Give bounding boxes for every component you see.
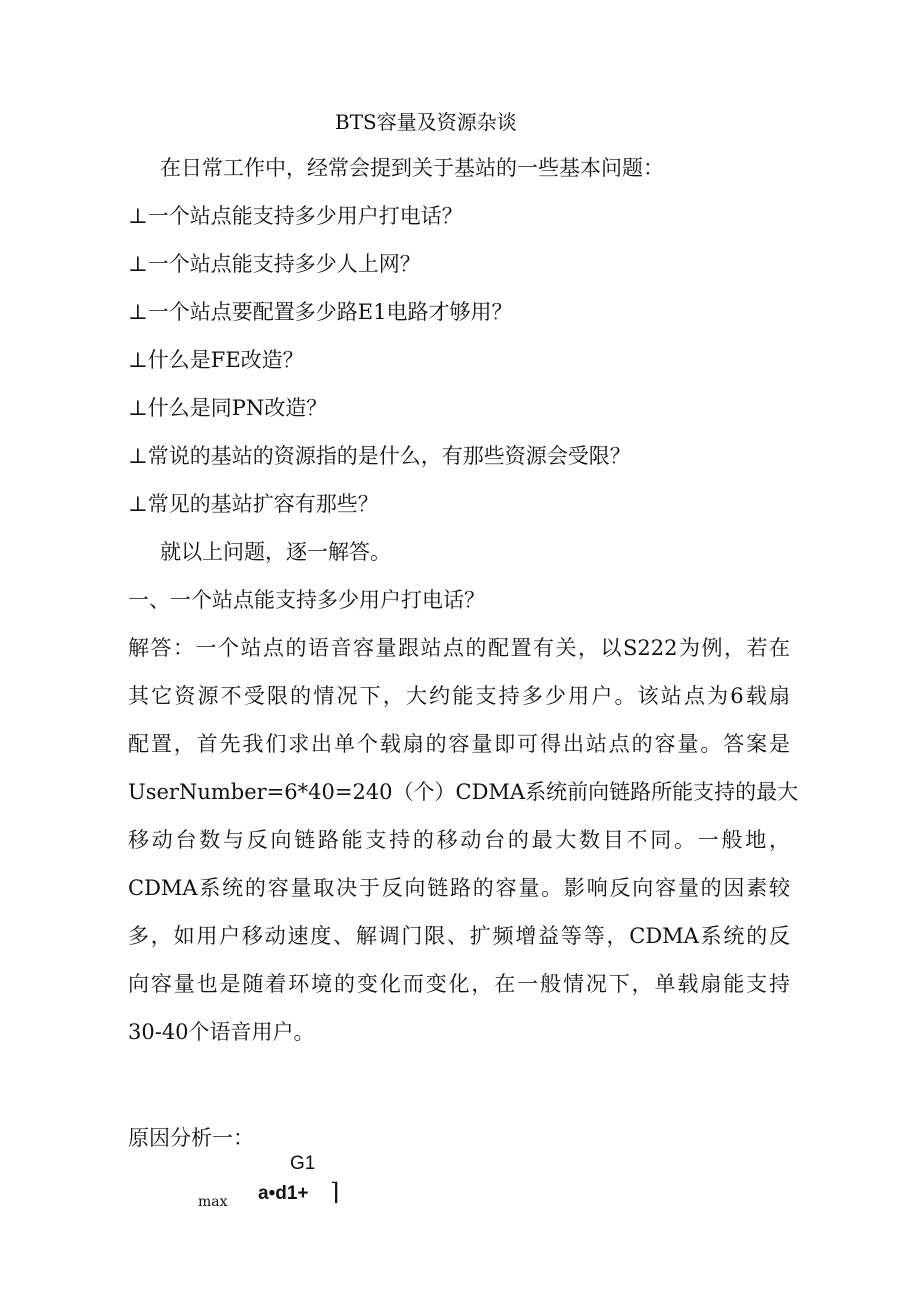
document-title: BTS容量及资源杂谈 [335,110,517,134]
answer-line: 其它资源不受限的情况下，大约能支持多少用户。该站点为6载扇 [128,684,790,708]
question-item: ⊥一个站点能支持多少用户打电话？ [128,204,463,228]
question-item: ⊥常见的基站扩容有那些？ [128,492,379,516]
answer-line: 配置，首先我们求出单个载扇的容量即可得出站点的容量。答案是 [128,732,790,756]
answer-line: 30-40个语音用户。 [128,1020,315,1044]
answer-line: 多，如用户移动速度、解调门限、扩频增益等等，CDMA系统的反 [128,924,790,948]
transition-paragraph: 就以上问题，逐一解答。 [160,540,391,564]
question-item: ⊥什么是同PN改造？ [128,396,328,420]
intro-paragraph: 在日常工作中，经常会提到关于基站的一些基本问题： [160,156,664,180]
question-item: ⊥什么是FE改造？ [128,348,304,372]
answer-line: 向容量也是随着环境的变化而变化，在一般情况下，单载扇能支持 [128,972,790,996]
answer-line: UserNumber=6*40=240（个）CDMA系统前向链路所能支持的最大 [128,780,799,804]
answer-line: 解答：一个站点的语音容量跟站点的配置有关，以S222为例，若在 [128,636,790,660]
formula-numerator: G1 [290,1153,316,1174]
section-heading: 一、一个站点能支持多少用户打电话？ [128,588,485,612]
answer-line: CDMA系统的容量取决于反向链路的容量。影响反向容量的因素较 [128,876,790,900]
formula-subscript: max [198,1194,228,1210]
question-item: ⊥一个站点要配置多少路E1电路才够用？ [128,300,513,324]
question-item: ⊥常说的基站的资源指的是什么，有那些资源会受限？ [128,444,631,468]
answer-line: 移动台数与反向链路能支持的移动台的最大数目不同。一般地， [128,828,790,852]
question-item: ⊥一个站点能支持多少人上网？ [128,252,421,276]
formula-bracket: ⌉ [330,1178,340,1206]
analysis-heading: 原因分析一： [128,1126,254,1150]
formula-denominator: a•d1+ [258,1183,309,1204]
